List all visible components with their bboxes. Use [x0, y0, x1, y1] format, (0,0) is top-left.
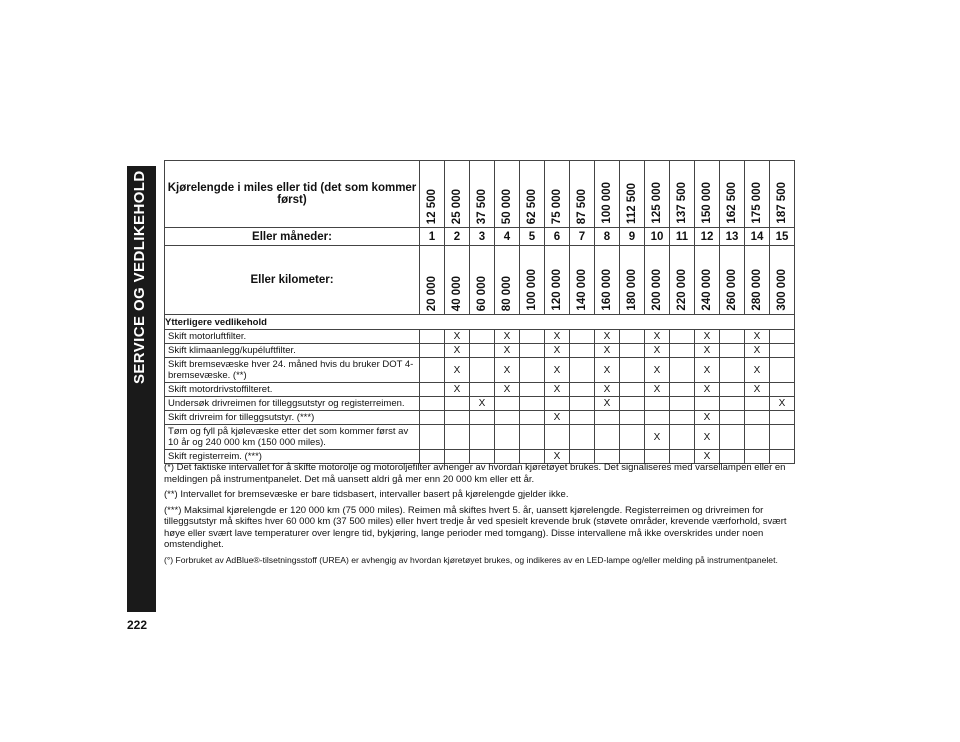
km-value: 20 000 — [426, 275, 438, 311]
miles-cell — [770, 161, 795, 228]
interval-mark: X — [545, 450, 570, 464]
interval-mark: X — [545, 358, 570, 383]
miles-cell — [595, 161, 620, 228]
miles-cell — [720, 161, 745, 228]
interval-mark — [570, 425, 595, 450]
interval-mark: X — [745, 358, 770, 383]
miles-value: 37 500 — [476, 188, 488, 224]
interval-mark: X — [595, 358, 620, 383]
interval-mark: X — [695, 450, 720, 464]
interval-mark — [420, 330, 445, 344]
interval-mark — [620, 411, 645, 425]
km-cell — [695, 246, 720, 315]
interval-mark: X — [445, 383, 470, 397]
km-cell — [445, 246, 470, 315]
footnote: (**) Intervallet for bremsevæske er bare tidsbasert, intervaller basert på kjørelengde gjelder ikke. — [164, 489, 569, 500]
interval-mark — [470, 383, 495, 397]
km-value: 220 000 — [676, 269, 688, 311]
month-cell: 4 — [495, 228, 520, 246]
interval-mark — [620, 383, 645, 397]
km-value: 140 000 — [576, 269, 588, 311]
interval-mark — [520, 411, 545, 425]
interval-mark: X — [695, 358, 720, 383]
km-cell — [620, 246, 645, 315]
interval-mark — [570, 397, 595, 411]
interval-mark — [420, 425, 445, 450]
month-cell: 8 — [595, 228, 620, 246]
interval-mark — [570, 330, 595, 344]
interval-mark — [570, 344, 595, 358]
interval-mark: X — [445, 330, 470, 344]
km-header-row — [165, 246, 795, 315]
miles-value: 75 000 — [551, 188, 563, 224]
interval-mark — [720, 397, 745, 411]
interval-mark — [420, 411, 445, 425]
km-cell — [745, 246, 770, 315]
interval-mark — [470, 344, 495, 358]
interval-mark: X — [495, 330, 520, 344]
miles-value: 125 000 — [651, 182, 663, 224]
interval-mark: X — [445, 358, 470, 383]
interval-mark — [645, 397, 670, 411]
interval-mark — [720, 344, 745, 358]
footnotes — [164, 462, 796, 570]
interval-mark: X — [645, 383, 670, 397]
footnote: (°) Forbruket av AdBlue®-tilsetningsstoff (UREA) er avhengig av hvordan kjøretøyet brukes, og indikeres av en LED-lampe og/eller melding på instrumentpanelet. — [164, 554, 778, 565]
miles-value: 112 500 — [626, 183, 638, 224]
interval-mark: X — [645, 425, 670, 450]
interval-mark — [720, 330, 745, 344]
km-value: 120 000 — [551, 269, 563, 311]
miles-value: 150 000 — [701, 182, 713, 224]
interval-mark: X — [470, 397, 495, 411]
interval-mark — [620, 358, 645, 383]
interval-mark — [745, 425, 770, 450]
interval-mark — [645, 411, 670, 425]
interval-mark: X — [695, 383, 720, 397]
interval-mark — [670, 383, 695, 397]
task-label: Skift motordrivstoffilteret. — [165, 383, 420, 397]
interval-mark — [545, 397, 570, 411]
interval-mark — [770, 411, 795, 425]
footnote: (*) Det faktiske intervallet for å skifte motorolje og motoroljefilter avhenger av hvordan kjøretøyet brukes. Det signaliseres med varsellampen eller en meldingen på instrumentpanelet. Det må uansett aldri gå mer enn 20 000 km eller ett år. — [164, 462, 786, 485]
interval-mark: X — [545, 344, 570, 358]
miles-cell — [420, 161, 445, 228]
interval-mark: X — [595, 330, 620, 344]
interval-mark — [545, 425, 570, 450]
interval-mark: X — [695, 411, 720, 425]
interval-mark — [570, 358, 595, 383]
km-cell — [470, 246, 495, 315]
months-header-row — [165, 228, 795, 246]
miles-value: 12 500 — [426, 188, 438, 224]
km-cell — [645, 246, 670, 315]
miles-cell — [545, 161, 570, 228]
interval-mark — [770, 358, 795, 383]
miles-cell — [620, 161, 645, 228]
interval-mark — [620, 330, 645, 344]
km-cell — [420, 246, 445, 315]
km-value: 40 000 — [451, 275, 463, 311]
interval-mark — [470, 330, 495, 344]
interval-mark: X — [595, 397, 620, 411]
table-row — [165, 330, 795, 344]
interval-mark: X — [695, 425, 720, 450]
miles-value: 50 000 — [501, 188, 513, 224]
interval-mark: X — [645, 330, 670, 344]
interval-mark: X — [545, 411, 570, 425]
interval-mark — [495, 425, 520, 450]
table-row — [165, 411, 795, 425]
interval-mark — [470, 358, 495, 383]
miles-cell — [445, 161, 470, 228]
task-label: Skift klimaanlegg/kupéluftfilter. — [165, 344, 420, 358]
interval-mark — [470, 425, 495, 450]
task-label: Undersøk drivreimen for tilleggsutstyr og registerreimen. — [165, 397, 420, 411]
maintenance-schedule-table — [164, 160, 795, 464]
miles-value: 100 000 — [601, 182, 613, 224]
km-value: 260 000 — [726, 269, 738, 311]
table-row — [165, 397, 795, 411]
table-row — [165, 383, 795, 397]
table-row — [165, 358, 795, 383]
interval-mark — [620, 397, 645, 411]
page-number: 222 — [127, 618, 148, 632]
interval-mark — [770, 344, 795, 358]
interval-mark — [495, 397, 520, 411]
interval-mark: X — [745, 383, 770, 397]
interval-mark — [720, 425, 745, 450]
interval-mark — [670, 397, 695, 411]
interval-mark — [670, 344, 695, 358]
interval-mark — [670, 425, 695, 450]
month-cell: 2 — [445, 228, 470, 246]
interval-mark: X — [745, 344, 770, 358]
interval-mark — [520, 425, 545, 450]
miles-cell — [570, 161, 595, 228]
km-cell — [495, 246, 520, 315]
km-value: 300 000 — [776, 269, 788, 311]
interval-mark — [420, 397, 445, 411]
months-header-label: Eller måneder: — [165, 228, 420, 246]
miles-value: 137 500 — [676, 182, 688, 224]
interval-mark — [420, 383, 445, 397]
km-value: 280 000 — [751, 269, 763, 311]
miles-header-label: Kjørelengde i miles eller tid (det som kommer først) — [165, 161, 420, 228]
miles-header-row — [165, 161, 795, 228]
interval-mark: X — [645, 358, 670, 383]
month-cell: 11 — [670, 228, 695, 246]
miles-cell — [745, 161, 770, 228]
miles-value: 175 000 — [751, 182, 763, 224]
interval-mark — [495, 411, 520, 425]
interval-mark — [445, 411, 470, 425]
interval-mark — [570, 383, 595, 397]
section-header-row — [165, 315, 795, 330]
interval-mark — [445, 425, 470, 450]
km-cell — [595, 246, 620, 315]
interval-mark: X — [595, 344, 620, 358]
km-cell — [520, 246, 545, 315]
miles-value: 162 500 — [726, 182, 738, 224]
interval-mark — [770, 383, 795, 397]
miles-cell — [670, 161, 695, 228]
miles-cell — [520, 161, 545, 228]
month-cell: 12 — [695, 228, 720, 246]
interval-mark: X — [495, 383, 520, 397]
task-label: Skift registerreim. (***) — [165, 450, 420, 464]
miles-cell — [645, 161, 670, 228]
month-cell: 1 — [420, 228, 445, 246]
interval-mark — [520, 397, 545, 411]
km-value: 160 000 — [601, 269, 613, 311]
interval-mark: X — [695, 344, 720, 358]
km-cell — [545, 246, 570, 315]
interval-mark — [595, 411, 620, 425]
miles-cell — [470, 161, 495, 228]
miles-value: 25 000 — [451, 188, 463, 224]
table-row — [165, 344, 795, 358]
interval-mark — [570, 411, 595, 425]
interval-mark — [620, 344, 645, 358]
interval-mark — [770, 425, 795, 450]
task-label: Skift bremsevæske hver 24. måned hvis du bruker DOT 4-bremsevæske. (**) — [165, 358, 420, 383]
km-cell — [570, 246, 595, 315]
km-cell — [670, 246, 695, 315]
km-cell — [720, 246, 745, 315]
interval-mark: X — [495, 358, 520, 383]
interval-mark — [520, 344, 545, 358]
interval-mark — [420, 344, 445, 358]
interval-mark — [445, 397, 470, 411]
interval-mark: X — [495, 344, 520, 358]
interval-mark — [695, 397, 720, 411]
task-rows — [165, 330, 795, 464]
month-cell: 7 — [570, 228, 595, 246]
km-header-label: Eller kilometer: — [165, 246, 420, 315]
month-cell: 6 — [545, 228, 570, 246]
interval-mark — [520, 330, 545, 344]
interval-mark — [720, 383, 745, 397]
km-value: 80 000 — [501, 275, 513, 311]
month-cell: 13 — [720, 228, 745, 246]
task-label: Tøm og fyll på kjølevæske etter det som kommer først av 10 år og 240 000 km (150 000 miles). — [165, 425, 420, 450]
interval-mark: X — [545, 383, 570, 397]
month-cell: 9 — [620, 228, 645, 246]
miles-value: 187 500 — [776, 182, 788, 224]
interval-mark: X — [595, 383, 620, 397]
table-row — [165, 425, 795, 450]
month-cell: 3 — [470, 228, 495, 246]
month-cell: 15 — [770, 228, 795, 246]
interval-mark — [770, 330, 795, 344]
miles-value: 62 500 — [526, 188, 538, 224]
interval-mark: X — [545, 330, 570, 344]
footnote: (***) Maksimal kjørelengde er 120 000 km (75 000 miles). Reimen må skiftes hvert 5. år, uansett kjørelengde. Registerreimen og drivreimen for tilleggsutstyr må skiftes hver 60 000 km (37 500 miles) eller hvert tredje år ved spesielt krevende bruk (støvete områder, krevende værforhold, svært høye eller svært lave temperaturer over lengre tid, bykjøring, lange perioder med tomgang). Disse intervallene må ikke overskrides under noen omstendighet. — [164, 504, 787, 550]
miles-value: 87 500 — [576, 188, 588, 224]
interval-mark — [520, 383, 545, 397]
km-value: 200 000 — [651, 269, 663, 311]
interval-mark — [720, 411, 745, 425]
interval-mark: X — [695, 330, 720, 344]
interval-mark — [670, 411, 695, 425]
miles-cell — [495, 161, 520, 228]
interval-mark — [595, 425, 620, 450]
interval-mark — [620, 425, 645, 450]
interval-mark — [470, 411, 495, 425]
interval-mark — [670, 358, 695, 383]
interval-mark — [670, 330, 695, 344]
km-value: 240 000 — [701, 269, 713, 311]
month-cell: 14 — [745, 228, 770, 246]
interval-mark: X — [645, 344, 670, 358]
month-cell: 10 — [645, 228, 670, 246]
interval-mark: X — [745, 330, 770, 344]
km-value: 60 000 — [476, 275, 488, 311]
interval-mark: X — [445, 344, 470, 358]
section-header: Ytterligere vedlikehold — [165, 315, 795, 330]
interval-mark — [520, 358, 545, 383]
interval-mark — [720, 358, 745, 383]
interval-mark — [745, 397, 770, 411]
km-cell — [770, 246, 795, 315]
month-cell: 5 — [520, 228, 545, 246]
km-value: 100 000 — [526, 269, 538, 311]
task-label: Skift motorluftfilter. — [165, 330, 420, 344]
interval-mark — [745, 411, 770, 425]
section-title: SERVICE OG VEDLIKEHOLD — [131, 170, 148, 384]
interval-mark: X — [770, 397, 795, 411]
miles-cell — [695, 161, 720, 228]
km-value: 180 000 — [626, 269, 638, 311]
interval-mark — [420, 358, 445, 383]
task-label: Skift drivreim for tilleggsutstyr. (***) — [165, 411, 420, 425]
